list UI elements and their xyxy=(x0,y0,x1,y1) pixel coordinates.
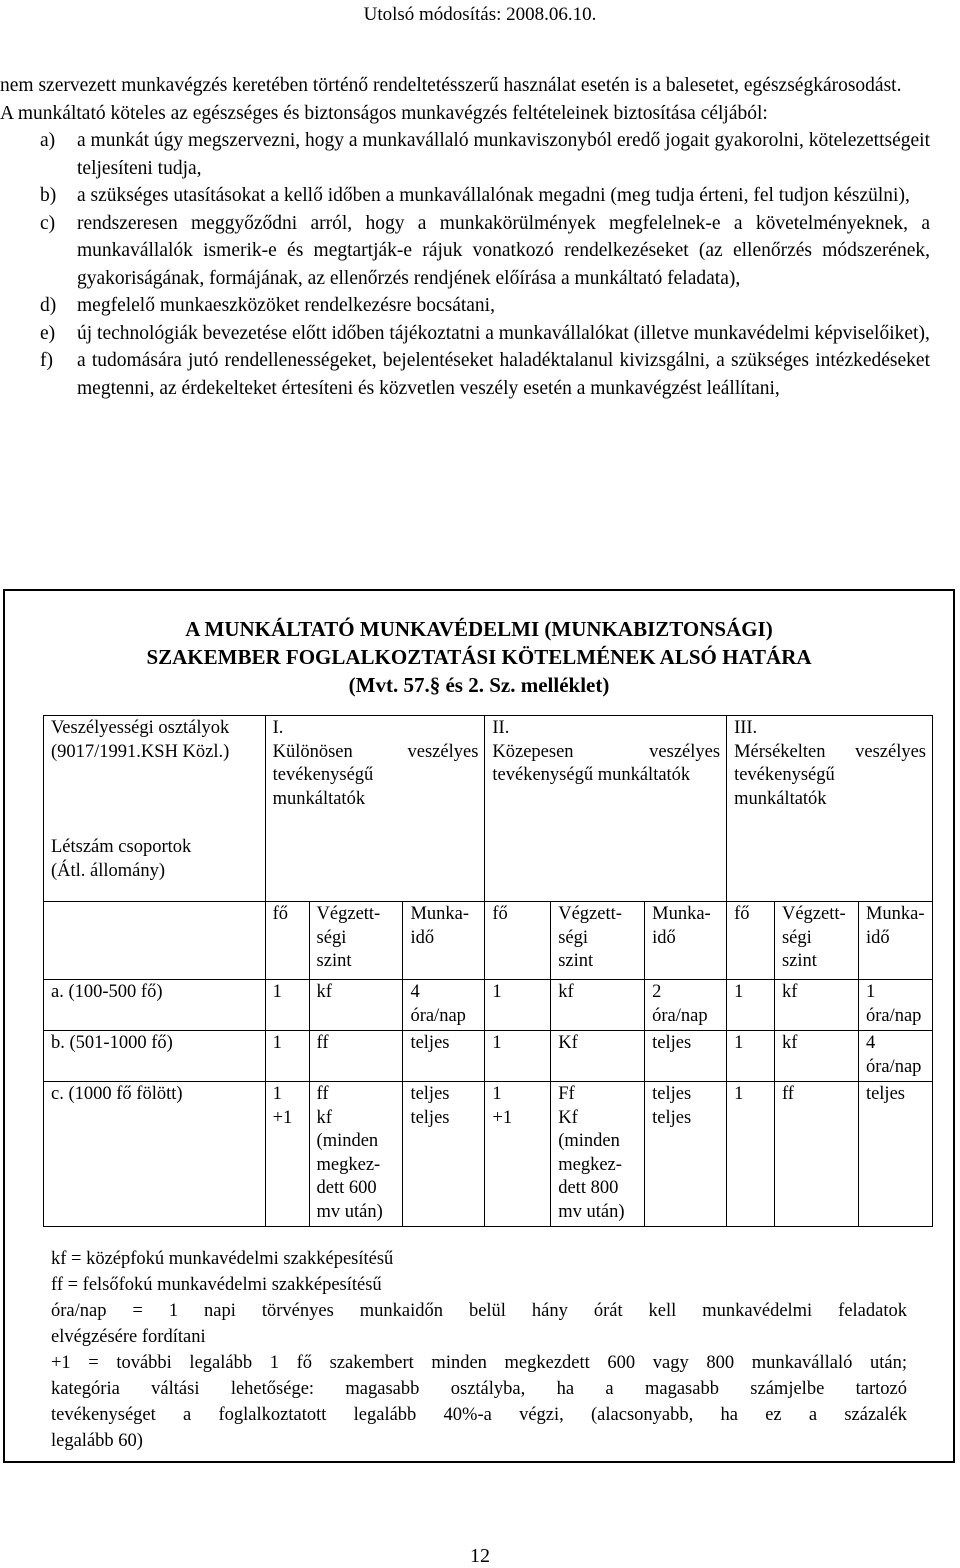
table-body xyxy=(44,980,933,1227)
list-marker: c) xyxy=(40,212,56,234)
box-title xyxy=(5,615,953,699)
table-cell xyxy=(858,1082,932,1227)
note-kf: kf = középfokú munkavédelmi szakképesítésű xyxy=(51,1249,394,1269)
list-item xyxy=(0,127,930,182)
list-item xyxy=(0,292,930,320)
cell-line: ff xyxy=(316,1033,329,1053)
class-desc: munkáltatók xyxy=(272,788,366,809)
subheader-ido xyxy=(645,902,727,980)
cell-line: megkez- xyxy=(316,1154,381,1175)
subheader-text: szint xyxy=(558,951,594,971)
cell-line: teljes xyxy=(652,1033,692,1053)
cell-line: megkez- xyxy=(558,1154,622,1175)
table-cell xyxy=(551,980,645,1031)
subheader-fo xyxy=(485,902,551,980)
subheader-ido xyxy=(858,902,932,980)
cell-line: 1 xyxy=(272,982,282,1002)
table-header-row xyxy=(44,716,933,902)
cell-line: teljes xyxy=(410,1107,450,1128)
cell-line: +1 xyxy=(272,1107,293,1128)
subheader-ido xyxy=(403,902,485,980)
cell-line: mv után) xyxy=(316,1201,383,1222)
header-size-label: Létszám csoportok xyxy=(51,837,192,857)
subheader-empty xyxy=(44,902,266,980)
row-label: c. (1000 fő fölött) xyxy=(44,1082,266,1227)
table-cell xyxy=(774,980,858,1031)
cell-line: óra/nap xyxy=(410,1005,466,1026)
class-desc: tevékenységű xyxy=(734,765,835,785)
subheader-text: Munka- xyxy=(410,904,470,924)
class-name: Különösen veszélyes xyxy=(272,741,479,762)
list-marker: b) xyxy=(40,185,57,206)
cell-line: 1 xyxy=(734,1033,744,1053)
class-number: II. xyxy=(492,718,510,738)
box-title-line-3: (Mvt. 57.§ és 2. Sz. melléklet) xyxy=(348,673,610,697)
note-plus-one: +1 = további legalább 1 fő szakembert minden megkezdett 600 vagy 800 munkavállaló után; xyxy=(51,1353,907,1373)
list-item-text: a tudomására jutó rendellenességeket, bejelentéseket haladéktalanul kivizsgálni, a szükséges intézkedéseket megtenni, az érdekelteket értesíteni és közvetlen veszély esetén a munkavégzést leállítani, xyxy=(77,350,930,399)
table-cell xyxy=(645,1082,727,1227)
header-class-source: (9017/1991.KSH Közl.) xyxy=(51,741,230,762)
note-category-change-end: legalább 60) xyxy=(51,1431,143,1451)
cell-line: 2 xyxy=(652,982,662,1002)
subheader-text: ségi xyxy=(781,927,812,948)
note-ora-nap-cont: elvégzésére fordítani xyxy=(51,1327,206,1347)
cell-line: +1 xyxy=(492,1107,513,1128)
cell-line: mv után) xyxy=(558,1201,625,1222)
table-cell xyxy=(727,980,775,1031)
subheader-text: fő xyxy=(272,904,289,924)
table-cell xyxy=(727,1082,775,1227)
list-marker: d) xyxy=(40,295,57,316)
header-size-group xyxy=(51,836,191,883)
cell-line: teljes xyxy=(652,1107,692,1128)
list-marker: e) xyxy=(40,322,56,344)
cell-line: kf xyxy=(558,982,574,1002)
subheader-text: Végzett- xyxy=(558,904,622,924)
cell-line: 4 xyxy=(410,982,420,1002)
subheader-text: ségi xyxy=(316,927,347,948)
subheader-text: ségi xyxy=(558,927,589,948)
table-cell xyxy=(858,1031,932,1082)
cell-line: óra/nap xyxy=(652,1005,708,1026)
cell-line: 1 xyxy=(492,982,502,1002)
cell-line: Ff xyxy=(558,1084,575,1104)
row-label: b. (501-1000 fő) xyxy=(44,1031,266,1082)
table-cell xyxy=(309,980,403,1031)
cell-line: (minden xyxy=(316,1131,379,1151)
subheader-text: Végzett- xyxy=(316,904,381,924)
list-item xyxy=(0,182,930,210)
class-desc: tevékenységű munkáltatók xyxy=(492,765,691,785)
subheader-szint xyxy=(309,902,403,980)
cell-line: (minden xyxy=(558,1131,620,1151)
list-item-text: megfelelő munkaeszközöket rendelkezésre bocsátani, xyxy=(77,295,495,316)
subheader-fo xyxy=(727,902,775,980)
intro-paragraph-2: A munkáltató köteles az egészséges és biztonságos munkavégzés feltételeinek biztosítása céljából: xyxy=(0,102,768,124)
subheader-text: idő xyxy=(865,927,890,948)
note-category-change-cont: tevékenységet a foglalkoztatott legalább 40%-a végzi, (alacsonyabb, ha ez a százalék xyxy=(51,1405,907,1425)
cell-line: 1 xyxy=(492,1033,502,1053)
cell-line: 1 xyxy=(272,1033,282,1053)
obligations-list xyxy=(0,127,930,402)
cell-line: dett 800 xyxy=(558,1178,619,1198)
class-name: Közepesen veszélyes xyxy=(492,741,721,762)
table-cell xyxy=(265,1082,309,1227)
header-class-2 xyxy=(485,716,727,902)
class-name: Mérsékelten veszélyes xyxy=(734,741,926,762)
list-item-text: rendszeresen meggyőződni arról, hogy a munkakörülmények megfelelnek-e a követelményeknek, a munkavállalók ismerik-e és megtartják-e rájuk vonatkozó rendelkezéseket (az ellenőrzés módszerének, gyakoriságának, formájának, az ellenőrzés rendjének előírása a munkáltató feladata), xyxy=(77,212,930,289)
table-cell xyxy=(858,980,932,1031)
table-cell xyxy=(265,980,309,1031)
requirements-table xyxy=(43,715,933,1227)
class-desc: munkáltatók xyxy=(734,788,827,809)
header-class-label: Veszélyességi osztályok xyxy=(51,718,230,738)
cell-line: óra/nap xyxy=(865,1056,922,1077)
subheader-szint xyxy=(551,902,645,980)
list-item xyxy=(0,210,930,293)
cell-line: kf xyxy=(781,1033,798,1053)
subheader-text: fő xyxy=(492,904,508,924)
table-row xyxy=(44,1082,933,1227)
subheader-text: szint xyxy=(316,951,352,971)
subheader-text: fő xyxy=(734,904,750,924)
cell-line: ff xyxy=(316,1084,329,1104)
table-cell xyxy=(774,1082,858,1227)
subheader-text: Munka- xyxy=(652,904,711,924)
cell-line: 4 xyxy=(865,1033,876,1053)
list-item xyxy=(0,320,930,348)
list-item-text: a szükséges utasításokat a kellő időben a munkavállalónak megadni (meg tudja érteni, fel tudjon készülni), xyxy=(77,185,910,206)
header-class-3 xyxy=(727,716,933,902)
table-cell xyxy=(403,980,485,1031)
table-cell xyxy=(485,1082,551,1227)
header-size-sub: (Átl. állomány) xyxy=(51,860,166,881)
note-ora-nap: óra/nap = 1 napi törvényes munkaidőn belül hány órát kell munkavédelmi feladatok xyxy=(51,1301,907,1321)
cell-line: teljes xyxy=(410,1033,450,1053)
table-cell xyxy=(485,980,551,1031)
list-item-text: a munkát úgy megszervezni, hogy a munkavállaló munkaviszonyból eredő jogait gyakorolni, kötelezettségeit teljesíteni tudja, xyxy=(77,130,930,179)
table-cell xyxy=(551,1082,645,1227)
table-cell xyxy=(645,1031,727,1082)
page-header: Utolsó módosítás: 2008.06.10. xyxy=(363,4,597,25)
note-category-change: kategória váltási lehetősége: magasabb osztályba, ha a magasabb számjelbe tartozó xyxy=(51,1379,907,1399)
class-number: III. xyxy=(734,718,758,738)
cell-line: 1 xyxy=(492,1084,502,1104)
table-notes xyxy=(51,1246,907,1454)
subheader-text: idő xyxy=(410,927,435,948)
cell-line: 1 xyxy=(734,1084,744,1104)
table-cell xyxy=(403,1031,485,1082)
page-number: 12 xyxy=(470,1545,490,1567)
table-row xyxy=(44,980,933,1031)
list-marker: a) xyxy=(40,130,56,151)
cell-line: kf xyxy=(781,982,798,1002)
table-cell xyxy=(485,1031,551,1082)
cell-line: teljes xyxy=(410,1084,450,1104)
class-desc: tevékenységű xyxy=(272,765,374,785)
header-class-1 xyxy=(265,716,485,902)
subheader-szint xyxy=(774,902,858,980)
subheader-fo xyxy=(265,902,309,980)
cell-line: 1 xyxy=(865,982,876,1002)
cell-line: teljes xyxy=(865,1084,905,1104)
intro-paragraph-1: nem szervezett munkavégzés keretében történő rendeltetésszerű használat esetén is a balesetet, egészségkárosodást. xyxy=(0,75,902,96)
class-number: I. xyxy=(272,718,284,738)
requirements-box xyxy=(3,589,955,1463)
table-cell xyxy=(645,980,727,1031)
table-cell xyxy=(309,1031,403,1082)
header-class-cell xyxy=(44,716,266,902)
table-subheader-row xyxy=(44,902,933,980)
body-text xyxy=(0,72,930,402)
table-row xyxy=(44,1031,933,1082)
cell-line: kf xyxy=(316,1107,332,1128)
cell-line: teljes xyxy=(652,1084,692,1104)
table-cell xyxy=(309,1082,403,1227)
table-cell xyxy=(551,1031,645,1082)
cell-line: 1 xyxy=(734,982,744,1002)
table-cell xyxy=(265,1031,309,1082)
list-item xyxy=(0,347,930,402)
cell-line: kf xyxy=(316,982,332,1002)
cell-line: dett 600 xyxy=(316,1178,377,1198)
box-title-line-2: SZAKEMBER FOGLALKOZTATÁSI KÖTELMÉNEK ALSÓ HATÁRA xyxy=(146,645,812,669)
note-ff: ff = felsőfokú munkavédelmi szakképesítésű xyxy=(51,1275,382,1295)
subheader-text: idő xyxy=(652,927,676,948)
subheader-text: Munka- xyxy=(865,904,925,924)
cell-line: Kf xyxy=(558,1107,578,1128)
cell-line: 1 xyxy=(272,1084,282,1104)
subheader-text: Végzett- xyxy=(781,904,846,924)
cell-line: ff xyxy=(781,1084,794,1104)
cell-line: Kf xyxy=(558,1033,578,1053)
table-cell xyxy=(403,1082,485,1227)
table-cell xyxy=(727,1031,775,1082)
box-title-line-1: A MUNKÁLTATÓ MUNKAVÉDELMI (MUNKABIZTONSÁGI) xyxy=(185,617,773,641)
list-item-text: új technológiák bevezetése előtt időben tájékoztatni a munkavállalókat (illetve munkavédelmi képviselőiket), xyxy=(77,322,930,344)
row-label: a. (100-500 fő) xyxy=(44,980,266,1031)
table-cell xyxy=(774,1031,858,1082)
subheader-text: szint xyxy=(781,951,817,971)
cell-line: óra/nap xyxy=(865,1005,922,1026)
list-marker: f) xyxy=(40,350,53,371)
